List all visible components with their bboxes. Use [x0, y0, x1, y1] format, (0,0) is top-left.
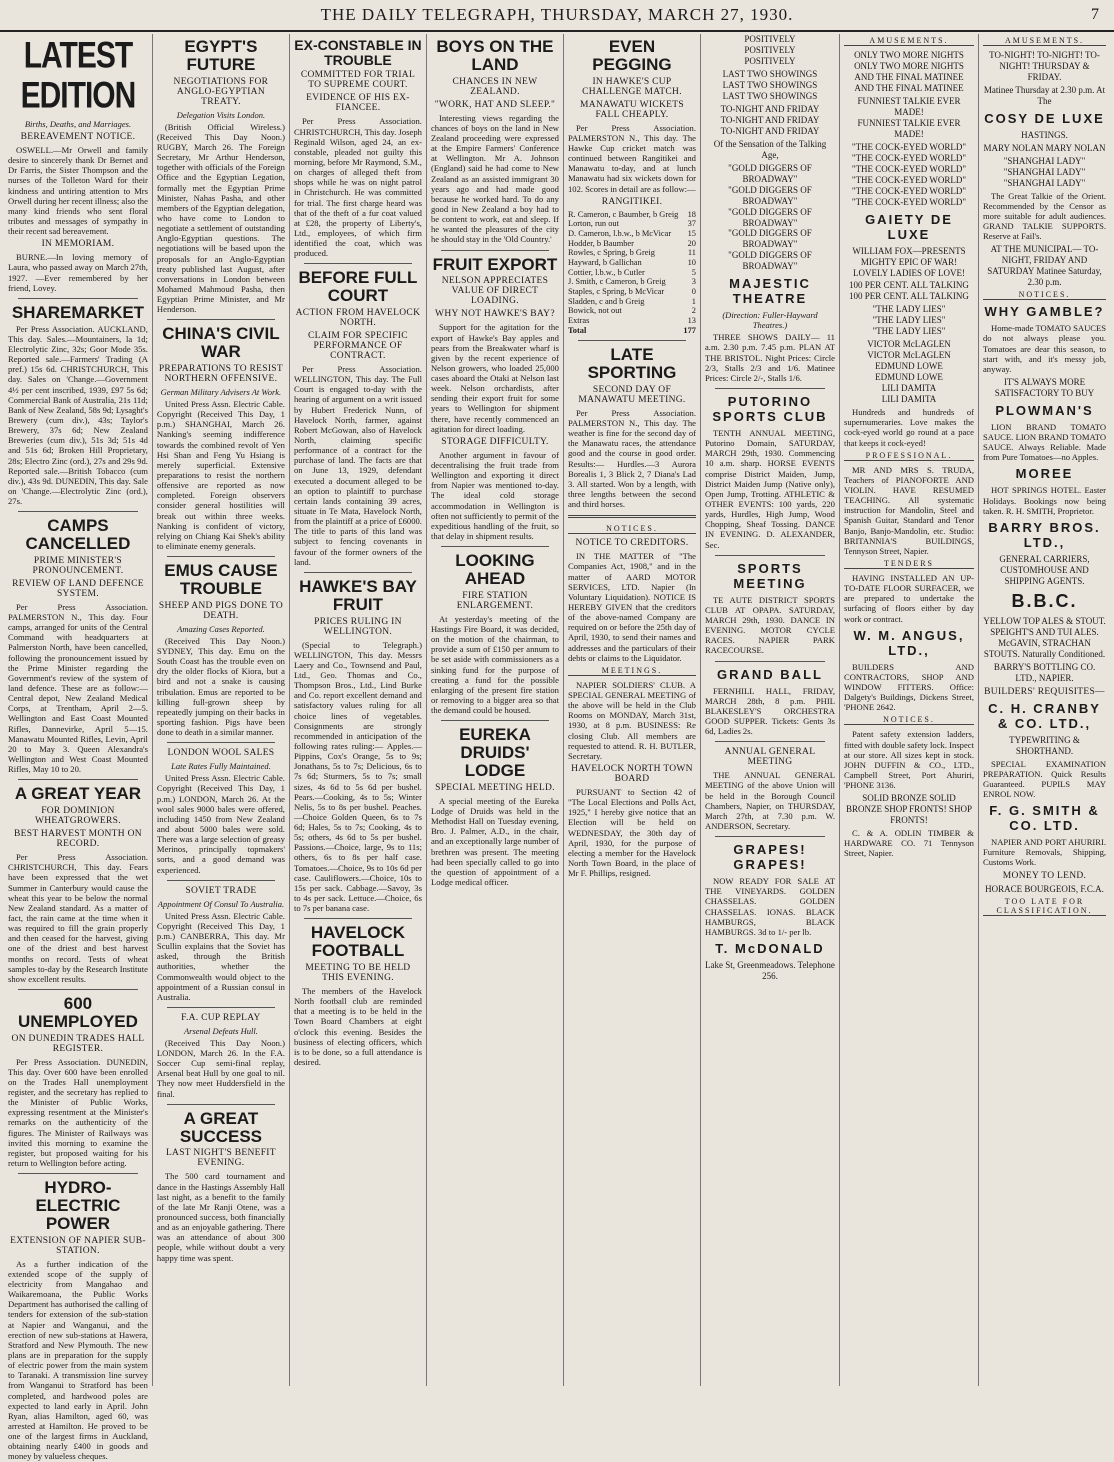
even-pegging-heading: EVEN PEGGING — [592, 37, 672, 74]
late-sporting-subheading: SECOND DAY OF MANAWATU MEETING. — [578, 384, 686, 405]
adv-lady-lies: "THE LADY LIES" "THE LADY LIES" "THE LADY LIES" — [872, 304, 946, 337]
late-sporting-text: Per Press Association. PALMERSTON N., This day. The weather is fine for the second day of the Manawatu races, the attendance good and the course in good order. Results:— Hurdles.—3 Aurora Borealis 1, 3 Blick 2, 7 Diana's Lad 3. All started. Won by a length, with three lengths between the second and third horses. — [567, 407, 696, 510]
looking-ahead-text: At yesterday's meeting of the Hastings Fire Board, it was decided, on the motion of the chairman, to provide a sum of £150 per annum to be set aside with commissioners as a sinking fund for the purpose of creating a fund for the possible enlarging of the present fire station or removing to a bigger area so that the demand could be housed. — [430, 613, 559, 716]
score-row: D. Cameron, l.b.w., b McVicar 15 — [567, 228, 696, 238]
column-8 — [979, 34, 1110, 1386]
success-heading: A GREAT SUCCESS — [179, 1108, 263, 1146]
score-row: Sladden, c and b Greig 1 — [567, 296, 696, 306]
divider — [167, 319, 275, 320]
boys-land-subheading-2: "WORK, HAT AND SLEEP." — [434, 99, 556, 110]
hawkes-bay-fruit-subheading: PRICES RULING IN WELLINGTON. — [314, 616, 402, 637]
china-heading: CHINA'S CIVIL WAR — [162, 324, 280, 362]
notices-heading: NOTICES. — [568, 524, 696, 534]
memoriam-text: BURNE.—In loving memory of Laura, who passed away on March 27th, 1927. —Ever remembered by her friend, Lovey. — [8, 252, 148, 293]
moree-text: HOT SPRINGS HOTEL. Easter Holidays. Bookings now being taken. R. H. SMITH, Proprietor. — [982, 485, 1107, 516]
boys-land-heading: BOYS ON THE LAND — [436, 37, 554, 74]
score-row: J. Smith, c Cameron, b Greig 3 — [567, 277, 696, 287]
adv-cock-eyed-world: "THE COCK-EYED WORLD" "THE COCK-EYED WORLD" "THE COCK-EYED WORLD" "THE COCK-EYED WORLD" "THE COCK-EYED WORLD" "THE COCK-EYED WORLD" — [851, 141, 967, 207]
full-court-subheading: ACTION FROM HAVELOCK NORTH. — [295, 308, 421, 329]
great-year-heading: A GREAT YEAR — [14, 784, 142, 804]
creditors-text: IN THE MATTER of "The Companies Act, 1908," and in the matter of AARD MOTOR SERVICES, LTD. Napier (In Voluntary Liquidation). NOTICE IS HEREBY GIVEN that the creditors of the above-named Company are required on or before the 25th day of April, 1930, to send their names and addresses and the particulars of their debts or claims to the Liquidator. — [567, 551, 696, 663]
divider — [568, 515, 696, 518]
wool-heading: LONDON WOOL SALES — [167, 748, 275, 759]
druids-text: A special meeting of the Eureka Lodge of Druids was held in the Methodist Hall on Tuesday evening, Bro. J. Palmer, A.D., in the chair, and an exceptionally large number of brethren was present. The meeting had been specially called to go into the question of appointment of a Lodge medical officer. — [430, 795, 559, 887]
even-pegging-text: Per Press Association. PALMERSTON N., This day. The Hawke Cup cricket match was continued between Rangitikei and Manawatu to-day, and at lunch Manawatu had six wickets down for 102. Scores in detail are as follow:— — [567, 122, 696, 194]
full-court-heading: BEFORE FULL COURT — [298, 268, 418, 306]
soviet-heading: SOVIET TRADE — [185, 885, 257, 896]
bbc-text: YELLOW TOP ALES & STOUT. SPEIGHT'S AND TUI ALES. McGAVIN, STRACHAN STOUTS. Naturally Conditioned. — [983, 615, 1106, 659]
divider — [715, 661, 825, 662]
adv-sensation: Of the Sensation of the Talking Age, — [713, 138, 827, 160]
full-court-text: Per Press Association. WELLINGTON, This day. The Full Court is engaged to-day with the hearing of argument on a writ issued by Hubert Frederick Nunn, of Havelock North, farmer, against Robert McGowan, also of Havelock North, claiming specific performance of a contract for the purchase of land. The facts are that on June 13, 1929, defendant executed a document alleged to be an option to plaintiff to purchase certain lands containing 39 acres, situate in Te Mata, Havelock North, from the plaintiff at a price of £6000. The title to parts of this land was subject to fencing covenants in favour of the former owners of the land. — [293, 364, 422, 567]
fruit-export-text: Support for the agitation for the export of Hawke's Bay apples and pears from the Breakwater wharf is given by the recent experience of Nelson growers, who loaded 25,000 cases aboard the Otaki at Nelson last week. Nelson orchardists, after sending their export fruit for some years to Wellington for shipment there, have recently commenced an agitation for direct loading. — [430, 322, 559, 434]
ladders-text: Patent safety extension ladders, fitted with double safety lock. Inspect at our store. All sizes kept in stock. JOHN DUFFIN & CO., LTD., Campbell Street, Port Ahuriri, 'PHONE 3136. — [843, 729, 974, 791]
meetings-heading: MEETINGS. — [568, 666, 696, 676]
bereavement-text: OSWELL.—Mr Orwell and family desire to sincerely thank Dr Bernet and Dr Farris, the Sister Thompson and the nurses of the Tolleton Ward for their kindness and untiring attention to Mrs Orwell during her recent illness; also the many kind friends who sent floral tributes and messages of sympathy in their recent sad bereavement. — [8, 145, 148, 237]
bereavement-heading: BEREAVEMENT NOTICE. — [20, 132, 136, 142]
column-5 — [564, 34, 701, 1386]
orient-text: The Great Talkie of the Orient. Recommended by the Censor as more suitable for adult audiences. GRAND TALKIE SUPPORTS. Reserve at Fail's. — [982, 190, 1107, 242]
china-text: United Press Assn. Electric Cable. Copyright (Received This Day, 1 p.m.) SHANGHAI, March 26. Nanking's seeming indifference towards the combined revolt of Yen Hsi Shan and Feng Yu Hsiang is merely superficial. Extensive preparations to resist the northern offensive are reported as now completed. Foreign observers consider general hostilities will break out within three weeks. Nanking is confident of victory, relying on Chiang Kai Shek's ability to eliminate enemy generals. — [156, 399, 285, 552]
fruit-export-heading: FRUIT EXPORT — [432, 254, 558, 274]
divider — [167, 880, 275, 881]
china-subheading: PREPARATIONS TO RESIST NORTHERN OFFENSIVE. — [158, 364, 283, 385]
hydro-subheading: EXTENSION OF NAPIER SUB-STATION. — [10, 1235, 146, 1256]
divider — [18, 1173, 138, 1174]
births-heading: Births, Deaths, and Marriages. — [24, 119, 132, 129]
bbc-title: B.B.C. — [1011, 590, 1078, 611]
hawkes-bay-fruit-heading: HAWKE'S BAY FRUIT — [299, 576, 417, 614]
column-3 — [290, 34, 427, 1386]
plowman-title: PLOWMAN'S — [995, 402, 1094, 418]
sports-meeting-text: TE AUTE DISTRICT SPORTS CLUB AT OPAPA. SATURDAY, MARCH 29th, 1930. DANCE IN EVENING. MOTOR CYCLE RACES. NAPIER PARK RACECOURSE. — [704, 594, 835, 656]
late-sporting-heading: LATE SPORTING — [587, 345, 677, 383]
adv-nights: TO-NIGHT AND FRIDAY TO-NIGHT AND FRIDAY TO-NIGHT AND FRIDAY — [720, 103, 820, 136]
boys-land-subheading: CHANCES IN NEW ZEALAND. — [452, 76, 538, 97]
gaiety-title: GAIETY DE LUXE — [865, 211, 953, 242]
hydro-heading: HYDRO-ELECTRIC POWER — [35, 1178, 121, 1233]
majestic-direction: (Direction: Fuller-Hayward Theatres.) — [722, 310, 818, 331]
camps-heading: CAMPS CANCELLED — [25, 516, 131, 554]
emus-heading: EMUS CAUSE TROUBLE — [164, 561, 278, 598]
cosy-nights: TO-NIGHT! TO-NIGHT! TO-NIGHT! THURSDAY & FRIDAY. — [989, 50, 1100, 82]
score-row: Extras 13 — [567, 315, 696, 325]
adv-gold-diggers: "GOLD DIGGERS OF BROADWAY" "GOLD DIGGERS OF BROADWAY" "GOLD DIGGERS OF BROADWAY" "GOLD DIGGERS OF BROADWAY" "GOLD DIGGERS OF BROADWAY" — [728, 162, 812, 272]
soviet-text: United Press Assn. Electric Cable. Copyright (Received This Day, 1 p.m.) CANBERRA, This day. Mr Scullin explains that the Soviet has asked, through the British authorities, whether the Commonwealth would object to the appointment of a Russian consul in Australia. — [156, 910, 285, 1002]
looking-ahead-subheading: FIRE STATION ENLARGEMENT. — [456, 590, 534, 611]
town-board-heading: HAVELOCK NORTH TOWN BOARD — [571, 763, 693, 784]
cosy-location: HASTINGS. — [1021, 129, 1068, 140]
grapes-title: GRAPES! GRAPES! — [733, 842, 807, 873]
camps-subheading: PRIME MINISTER'S PRONOUNCEMENT. — [32, 555, 124, 576]
druids-subheading: SPECIAL MEETING HELD. — [435, 782, 555, 793]
mcdonald-title: T. McDONALD — [715, 940, 825, 956]
score-row: Cottier, l.b.w., b Cutler 5 — [567, 267, 696, 277]
havelock-football-text: The members of the Havelock North football club are reminded that a meeting is to be held in the Town Board Chambers at eight o'clock this evening. Besides the business of electing officers, which is to be done, so a full attendance is desired. — [293, 986, 422, 1067]
divider — [18, 989, 138, 990]
professional-heading: PROFESSIONAL. — [844, 451, 974, 461]
angus-text: BUILDERS AND CONTRACTORS, SHOP AND WINDOW FITTERS. Office: Dalgety's Buildings, Dickens Street, 'PHONE 2642. — [843, 661, 974, 713]
bronze-text: SOLID BRONZE SOLID BRONZE SHOP FRONTS! SHOP FRONTS! — [846, 793, 972, 826]
success-subheading: LAST NIGHT'S BENEFIT EVENING. — [165, 1148, 276, 1169]
amusements-heading: AMUSEMENTS. — [844, 36, 974, 46]
annual-meeting-text: THE ANNUAL GENERAL MEETING of the above Union will be held in the Borough Council Chambers, Napier, on THURSDAY, March 27th, at 7.30 p.m. W. ANDERSON, Secretary. — [704, 770, 835, 831]
tenders-heading: TENDERS — [844, 559, 974, 569]
tenders-text: HAVING INSTALLED AN UP-TO-DATE FLOOR SURFACER, we are prepared to undertake the surfacing of floors either by day work or contract. — [843, 572, 974, 624]
constable-subheading: COMMITTED FOR TRIAL TO SUPREME COURT. — [300, 70, 416, 91]
egypt-subheading-2: Delegation Visits London. — [176, 109, 266, 120]
constable-heading: EX-CONSTABLE IN TROUBLE — [294, 37, 422, 68]
truda-text: MR AND MRS S. TRUDA, Teachers of PIANOFORTE AND VIOLIN. HAVE RESUMED TEACHING. All systematic instruction for Mandolin, Steel and Spanish Guitar, Standard and Tenor Banjo, Banjo-Mandolin, etc. Studio: BRITANNIA'S BUILDINGS, Tennyson Street, Napier. — [843, 464, 974, 556]
municipal-text: AT THE MUNICIPAL— TO-NIGHT, FRIDAY AND SATURDAY Matinee Saturday, 2.30 p.m. — [987, 244, 1102, 288]
cosy-title: COSY DE LUXE — [984, 110, 1105, 126]
score-row: R. Cameron, c Baumber, b Greig 18 — [567, 209, 696, 219]
majestic-text: THREE SHOWS DAILY— 11 a.m. 2.30 p.m. 7.45 p.m. PLAN AT THE BRISTOL. Night Prices: Circle 2/3, Stalls 2/3 and 1/6. Matinee Prices: Circle 2/-, Stalls 1/6. — [704, 332, 835, 383]
wool-subheading: Late Rates Fully Maintained. — [171, 761, 271, 772]
majestic-theatre-title: MAJESTIC THEATRE — [729, 276, 811, 307]
divider — [441, 546, 549, 547]
column-1 — [4, 34, 153, 1462]
egypt-subheading: NEGOTIATIONS FOR ANGLO-EGYPTIAN TREATY. — [173, 76, 269, 107]
too-late-heading: TOO LATE FOR CLASSIFICATION. — [983, 897, 1106, 916]
score-row: Hodder, b Baumber 20 — [567, 238, 696, 248]
latest-edition-title: LATEST EDITION — [20, 34, 136, 116]
adv-more-nights: ONLY TWO MORE NIGHTS ONLY TWO MORE NIGHTS AND THE FINAL MATINEE AND THE FINAL MATINEE — [854, 50, 964, 93]
column-7 — [840, 34, 979, 1386]
divider — [167, 1007, 275, 1008]
great-year-text: Per Press Association. CHRISTCHURCH, This day. Fears have been expressed that the wet Summer in Canterbury would cause the wheat this year to be below the normal New Zealand standard. As a matter of fact, the rain came at the time when it was required to fill the grain properly and then ceased for the harvest, giving one of the driest and best harvest months on record. Tests of wheat samples to-day by the Research Institute show excellent results. — [8, 852, 148, 984]
gamble-text: Home-made TOMATO SAUCES do not always please you. Tomatoes are dear this season, to start with, and it's messy job, anyway. — [982, 323, 1107, 374]
score-row: Bowick, not out 2 — [567, 306, 696, 316]
divider — [167, 742, 275, 743]
boys-land-text: Interesting views regarding the chances of boys on the land in New Zealand proceeding were expressed at the Empire Farmers' Conference at Wellington. Mr A. Johnson (England) said he had come to New Zealand as an assisted immigrant 30 years ago and had made good because he worked hard. To do any good in New Zealand a boy had to be content to work, eat and sleep. If he wanted the pleasures of the city he should stay in the 'Old Country.' — [430, 112, 559, 245]
unemployed-heading: 600 UNEMPLOYED — [17, 993, 138, 1031]
cup-subheading: Arsenal Defeats Hull. — [183, 1025, 258, 1036]
sharemarket-heading: SHAREMARKET — [11, 302, 145, 322]
constable-subheading-2: EVIDENCE OF HIS EX-FIANCEE. — [306, 93, 410, 114]
fruit-export-subheading-2: WHY NOT HAWKE'S BAY? — [435, 309, 555, 320]
storage-heading: STORAGE DIFFICULTY. — [441, 436, 549, 447]
egypt-heading: EGYPT'S FUTURE — [184, 37, 258, 74]
storage-text: Another argument in favour of decentralising the fruit trade from Wellington and exporting it direct from Napier was mentioned to-day. The ideal cold storage accommodation in Wellington is often not sufficiently to permit of the expeditious handling of the fruit, so that delay in shipment results. — [430, 449, 559, 542]
full-court-subheading-2: CLAIM FOR SPECIFIC PERFORMANCE OF CONTRACT. — [307, 331, 408, 362]
column-4 — [427, 34, 564, 1386]
looking-ahead-heading: LOOKING AHEAD — [455, 551, 535, 589]
hawkes-bay-fruit-text: (Special to Telegraph.) WELLINGTON, This day. Messrs Laery and Co., Townsend and Paul, Ltd., Geo. Thomas and Co., Thompson Bros., Ltd., Lind Burke and Co. report excellent demand and satisfactory values ruling for all choice lines of vegetables. Consignments are strongly recommended in anticipation of the following rates ruling:— Apples.—Pippins, Cox's Orange, 5s to 9s; Jonathans, 5s to 7s; Delicious, 6s to 7s 6d; Sturmers, 5s to 7s; small sizes, 4s 6d to 5s 6d per bushel. Pears.—Cooking, 4s to 5s; Winter Nelis, 5s to 8s per bushel. Peaches.—Choice Golden Queen, 6s to 7s 6d; Hales, 5s to 7s; Cooking, 4s to 5s; others, 4s 6d to 5s per bushel. Passions.—Choice, large, 9s to 11s; others, 6s to 8s per half case. Tomatoes.—Choice, 9s to 10s 6d per case. Cauliflowers.—Choice, 10s to 15s per sack. Cabbage.—Savoy, 3s to 4s per sack. Lettuce.—Choice, 6s to 7s per banana case. — [293, 639, 422, 914]
success-text: The 500 card tournament and dance in the Hastings Assembly Hall last night, as a benefit to the family of the late Mr Ranji Otene, was a pronounced success, both financially and as an enjoyable gathering. There was an attendance of about 300 people, while without doubt a very happy time was spent. — [156, 1171, 285, 1263]
divider — [304, 572, 412, 573]
plowman-text: LION BRAND TOMATO SAUCE. LION BRAND TOMATO SAUCE. Always Reliable. Made from Pure Tomatoes—no Apples. — [982, 421, 1107, 463]
divider — [441, 250, 549, 251]
unemployed-text: Per Press Association. DUNEDIN, This day. Over 600 have been enrolled on the Trades Hall unemployment register, and the secretary has replied to the Minister of Public Works, expressing resentment at the Minister's remarks on the authenticity of the figures. The Minister of Railways was invited this morning to examine the register, but proposed waiting for his return to Wellington before acting. — [8, 1056, 148, 1169]
team-name: RANGITIKEI. — [601, 196, 663, 207]
hydro-text: As a further indication of the extended scope of the supply of electricity from Mangahao and Waikaremoana, the Public Works Department has authorised the calling of tenders for extension of the sub-station at Napier and Wanganui, and the erection of new sub-stations at Hawera, Stratford and New Plymouth. The new plans are in preparation for the supply of electric power from the main system to Taranaki. A transmission line survey from Wanganui to Stratford has been completed, and hardwood poles are expected to land early in April. John Ryan, alias Hamilton, aged 60, was arrested at Hamilton. He proved to be one of the largest firms in Auckland, obtaining nearly £400 in goods and money by valueless cheques. — [8, 1258, 148, 1462]
grand-ball-text: FERNHILL HALL, FRIDAY, MARCH 28th, 8 p.m. PHIL BLAKESLEY'S ORCHESTRA GOOD SUPPER. Tickets: Gents 3s 6d, Ladies 2s. — [704, 685, 835, 737]
smith-text: NAPIER AND PORT AHURIRI. Furniture Removals, Shipping, Customs Work. — [982, 837, 1107, 868]
masthead-title: THE DAILY TELEGRAPH, THURSDAY, MARCH 27, 1930. — [320, 5, 794, 24]
mary-nolan: MARY NOLAN MARY NOLAN — [983, 142, 1106, 153]
divider — [441, 720, 549, 721]
sharemarket-text: Per Press Association. AUCKLAND, This day. Sales.—Mountainers, la 1d; Electrolytic Zinc, 32s; Goor Mode 35s. Reported sale.—Farmers' Trading (A pref.) 15s 6d. CHRISTCHURCH, This day. Sales on 'Change.—Government 4½ per cent inscribed, 1939, £97 5s 6d; Commercial Bank of Australia, 21s 11d; Bank of New Zealand, 58s 9d; Lysaght's Brewery (cum div.), 43s; Taylor's Brewery, 37s 6d; New Zealand Breweries (cum div.), 51s 3d; 51s 4d and 51s 6d; Broken Hill Proprietary, 28s; Electro Zinc (ord.), 27s and 29s 9d. Reported sale.—British Tobacco (cum div.), 43s 9d. DUNEDIN, This day. Sale on 'Change.—Electrolytic Zinc (ord.), 27s. — [8, 323, 148, 507]
score-row: Hayward, b Gallichan 10 — [567, 257, 696, 267]
adv-funniest: FUNNIEST TALKIE EVER MADE! FUNNIEST TALKIE EVER MADE! — [857, 95, 961, 139]
emus-subheading-2: Amazing Cases Reported. — [177, 623, 265, 634]
china-subheading-2: German Military Advisers At Work. — [160, 387, 282, 398]
columns — [4, 34, 1110, 1462]
cup-text: (Received This Day Noon.) LONDON, March 26. In the F.A. Soccer Cup semi-final replay, Arsenal beat Hull by one goal to nil. They now meet Huddersfield in the final. — [156, 1037, 285, 1099]
divider — [715, 555, 825, 556]
soldiers-club-text: NAPIER SOLDIERS' CLUB. A SPECIAL GENERAL MEETING of the above will be held in the Club Rooms on MONDAY, March 31st, 1930, at 8 p.m. BUSINESS: Re closing Club. All members are requested to attend. R. H. BUTLER, Secretary. — [567, 679, 696, 761]
divider — [715, 388, 825, 389]
soviet-subheading: Appointment Of Consul To Australia. — [157, 898, 285, 909]
notices-heading-2: NOTICES. — [844, 715, 974, 725]
score-row: Lorton, run out 37 — [567, 219, 696, 229]
amusements-heading-2: AMUSEMENTS. — [983, 36, 1106, 46]
barry-title: BARRY BROS. LTD., — [988, 519, 1101, 550]
divider — [304, 263, 412, 264]
cup-heading: F.A. CUP REPLAY — [181, 1012, 261, 1023]
wool-text: United Press Assn. Electric Cable. Copyright (Received This Day, 1 p.m.) LONDON, March 26. At the wool sales 9000 bales were offered, including 1450 from New Zealand and about 5000 bales were sold. There was a large selection of greasy Merinos, principally topmakers' sorts, and a good demand was experienced. — [156, 773, 285, 875]
score-total: Total 177 — [567, 325, 696, 335]
divider — [18, 298, 138, 299]
mcdonald-text: Lake St, Greenmeadows. Telephone 256. — [705, 959, 835, 981]
divider — [167, 1104, 275, 1105]
egypt-text: (British Official Wireless.) (Received This Day Noon.) RUGBY, March 26. The Foreign Secretary, Mr Arthur Henderson, together with officials of the Foreign Office and the Egyptian Legation, formally met the Egyptian Prime Minister, Nahas Pasha, and other members of the Egyptian delegation, who have come to London to negotiate a settlement of outstanding Anglo-Egyptian questions. The negotiations will be based upon the proposals for an Anglo-Egyptian treaty published last August, after conversations in London between Mohamed Mahmoud Pasha, then Egyptian Prime Minister, and Mr Henderson. — [156, 121, 285, 315]
creditors-heading: NOTICE TO CREDITORS. — [575, 538, 689, 549]
camps-text: Per Press Association. PALMERSTON N., This day. Four camps, arranged for units of the Central Command with headquarters at Palmerston North, have been cancelled, following the pronouncement issued by the Prime Minister regarding the Government's review of the system of land defence. These are as follow:— Central depot, New Zealand Medical Corps, at Trentham, April 2—5. Wellington and East Coast Mounted Rifles, Dannevirke, April 5—15. Manawatu Mounted Rifles, Levin, April 20 to May 3. Queen Alexandra's Wellington and West Coast Mounted Rifles, May 10 to 20. — [8, 601, 148, 775]
putorino-club-text: TENTH ANNUAL MEETING, Putorino Domain, SATURDAY, MARCH 29th, 1930. Commencing 10 a.m. sharp. HORSE EVENTS comprise District Maiden, Jump, District Maiden Jump (Native only), Open Jump, Trotting. ATHLETIC & OTHER EVENTS: 100 yards, 220 yards, Hurdles, High Jump, Wood Chopping, Sheaf Tossing. DANCE IN EVENING. D. ALEXANDER, Sec. — [704, 428, 835, 550]
column-2 — [153, 34, 290, 1386]
divider — [715, 741, 825, 742]
even-pegging-subheading-2: MANAWATU WICKETS FALL CHEAPLY. — [580, 99, 684, 120]
cranby-title: C. H. CRANBY & CO. LTD., — [988, 700, 1101, 731]
cosy-matinee: Matinee Thursday at 2.30 p.m. At The — [983, 84, 1106, 106]
adv-cast: VICTOR McLAGLEN VICTOR McLAGLEN EDMUND LOWE EDMUND LOWE LILI DAMITA LILI DAMITA — [867, 339, 951, 405]
gamble-title: WHY GAMBLE? — [984, 304, 1105, 320]
adv-positively: POSITIVELY POSITIVELY POSITIVELY — [744, 34, 796, 66]
scorecard — [568, 210, 696, 336]
memoriam-heading: IN MEMORIAM. — [41, 239, 115, 250]
great-year-subheading: FOR DOMINION WHEATGROWERS. — [34, 806, 121, 827]
unemployed-subheading: ON DUNEDIN TRADES HALL REGISTER. — [11, 1033, 145, 1054]
smith-title: F. G. SMITH & CO. LTD. — [989, 803, 1100, 834]
town-board-text: PURSUANT to Section 42 of "The Local Elections and Polls Act, 1925," I hereby give notice that an Election will be held on WEDNESDAY, the 30th day of April, 1930, for the purpose of electing a member for the Havelock North Town Board, in the place of Mr F. Phillips, resigned. — [567, 786, 696, 879]
adv-shanghai-lady: "SHANGHAI LADY" "SHANGHAI LADY" "SHANGHAI LADY" — [1003, 155, 1086, 188]
adv-showings: LAST TWO SHOWINGS LAST TWO SHOWINGS LAST TWO SHOWINGS — [722, 68, 818, 101]
constable-text: Per Press Association. CHRISTCHURCH, This day. Joseph Reginald Wilson, aged 24, an ex-constable, pleaded not guilty this morning, before Mr Raymond, S.M., on charges of alleged theft from shops while he was on night patrol in Christchurch. He was committed for trial. The first charge heard was that of the theft of a fur coat valued at £28, the property of Liberty's, Ltd., employees, of which firm identified the coat, which was produced. — [293, 116, 422, 259]
grapes-text: NOW READY FOR SALE AT THE VINEYARDS. GOLDEN CHASSELAS. GOLDEN CHASSELAS. IONAS. BLACK HAMBURGS, BLACK HAMBURGS. 3d to 1/- per lb. — [704, 876, 835, 937]
divider — [18, 779, 138, 780]
extras-text: Hundreds and hundreds of supernumeraries. Love makes the cock-eyed world go round at a pace that keeps it cock-eyed! — [843, 407, 974, 448]
money-heading: MONEY TO LEND. — [1002, 870, 1087, 881]
divider — [304, 918, 412, 919]
notices-heading-3: NOTICES. — [983, 290, 1106, 300]
tuition-text: SPECIAL EXAMINATION PREPARATION. Quick Results Guaranteed. PUPILS MAY ENROL NOW. — [982, 758, 1107, 799]
emus-subheading: SHEEP AND PIGS DONE TO DEATH. — [158, 600, 283, 621]
builders-heading: BUILDERS' REQUISITES— — [984, 686, 1105, 697]
score-row: Staples, c Spring, b McVicar 0 — [567, 286, 696, 296]
havelock-football-subheading: MEETING TO BE HELD THIS EVENING. — [305, 963, 411, 984]
grand-ball-title: GRAND BALL — [717, 666, 823, 682]
satisfactory-text: IT'S ALWAYS MORE SATISFACTORY TO BUY — [994, 376, 1095, 398]
column-6 — [701, 34, 840, 1386]
angus-title: W. M. ANGUS, LTD., — [853, 627, 965, 658]
emus-text: (Received This Day Noon.) SYDNEY, This day. Emu on the South Coast has the trouble even on dry the older flocks of Kiora, but a bird and not a snake is causing tribulation. Emus are reported to be killing full-grown sheep by repeatedly jumping on their backs in sporting fashion. Pigs have been done to death in a similar manner. — [156, 635, 285, 738]
annual-meeting-title: ANNUAL GENERAL MEETING — [724, 747, 816, 768]
druids-heading: EUREKA DRUIDS' LODGE — [459, 725, 531, 780]
odlin-text: C. & A. ODLIN TIMBER & HARDWARE CO. 71 Tennyson Street, Napier. — [843, 828, 974, 859]
score-row: Rowles, c Spring, b Greig 11 — [567, 248, 696, 258]
sports-meeting-title: SPORTS MEETING — [733, 560, 807, 591]
bourgeois-name: HORACE BOURGEOIS, F.C.A. — [985, 883, 1104, 894]
divider — [715, 836, 825, 837]
putorino-club-title: PUTORINO SPORTS CLUB — [712, 394, 828, 425]
fruit-export-subheading: NELSON APPRECIATES VALUE OF DIRECT LOADING. — [441, 276, 549, 307]
barry-text: GENERAL CARRIERS, CUSTOMHOUSE AND SHIPPING AGENTS. — [999, 553, 1090, 586]
divider — [578, 340, 686, 341]
havelock-football-heading: HAVELOCK FOOTBALL — [310, 923, 406, 961]
great-year-subheading-2: BEST HARVEST MONTH ON RECORD. — [14, 829, 142, 850]
divider — [167, 556, 275, 557]
divider — [18, 511, 138, 512]
bottling-text: BARRY'S BOTTLING CO. LTD., NAPIER. — [993, 661, 1096, 683]
camps-subheading-2: REVIEW OF LAND DEFENCE SYSTEM. — [12, 578, 144, 599]
tuition-title: TYPEWRITING & SHORTHAND. — [1009, 734, 1080, 756]
page-number: 7 — [1091, 6, 1100, 23]
adv-talking: 100 PER CENT. ALL TALKING 100 PER CENT. ALL TALKING — [849, 280, 969, 302]
gaiety-text: WILLIAM FOX—PRESENTS MIGHTY EPIC OF WAR! LOVELY LADIES OF LOVE! — [852, 245, 966, 278]
even-pegging-subheading: IN HAWKE'S CUP CHALLENGE MATCH. — [582, 76, 682, 97]
masthead — [0, 0, 1114, 32]
moree-title: MOREE — [1015, 466, 1074, 482]
